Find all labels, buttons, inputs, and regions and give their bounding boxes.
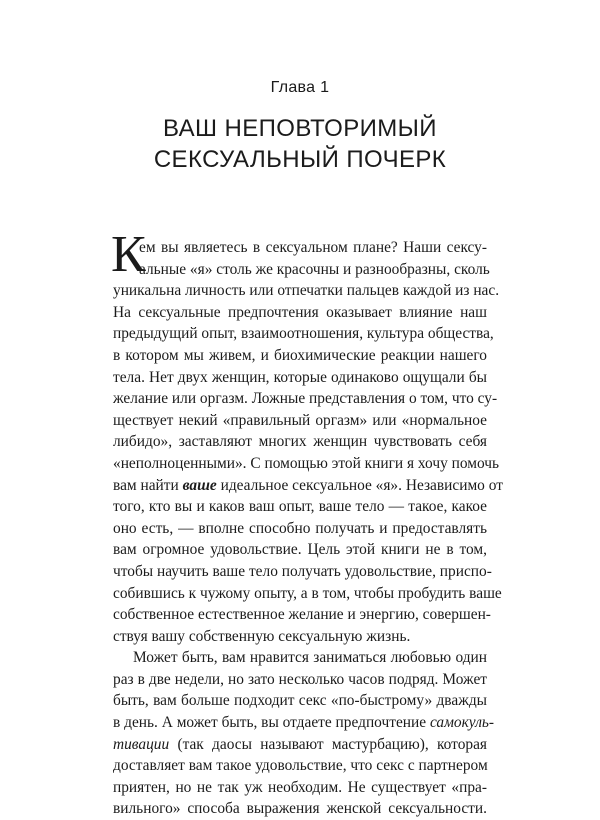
text-line-italic	[113, 712, 495, 734]
text-line: Может быть, вам нравится заниматься любовью один	[133, 649, 487, 667]
text-segment: вам найти	[113, 476, 183, 494]
chapter-title-line-2: СЕКСУАЛЬНЫЙ ПОЧЕРК	[153, 146, 447, 173]
text-line: того, кто вы и каков ваш опыт, ваше тело — такое, какое	[113, 498, 487, 516]
italic-term: самокуль-	[429, 714, 495, 732]
emphasis-word: ваше	[182, 476, 217, 494]
text-line-italic	[113, 734, 487, 756]
text-line: в котором мы живем, и биохимические реакции нашего	[113, 346, 487, 364]
text-line: вильного» способа выражения женской сексуальности.	[113, 800, 487, 818]
text-line: оно есть, — вполне способно получать и предоставлять	[113, 519, 487, 537]
text-line: собственное естественное желание и энергию, совершен-	[113, 606, 491, 624]
text-line-emphasis	[113, 475, 503, 497]
text-line: альные «я» столь же красочны и разнообразны, сколь	[139, 260, 490, 278]
text-line: уникальна личность или отпечатки пальцев каждой из нас.	[113, 282, 500, 300]
chapter-title	[0, 113, 600, 175]
text-line: приятен, но не так уж необходим. Не существует «пра-	[113, 778, 487, 796]
text-line: желание или оргазм. Ложные представления о том, что су-	[113, 390, 498, 408]
text-line: либидо», заставляют многих женщин чувствовать себя	[113, 433, 487, 451]
text-line: быть, вам больше подходит секс «по-быстрому» дважды	[113, 692, 487, 710]
body-text	[113, 237, 503, 820]
chapter-title-line-1: ВАШ НЕПОВТОРИМЫЙ	[163, 115, 437, 142]
chapter-label: Глава 1	[270, 79, 330, 96]
text-segment: (так даосы называют мастурбацию), которая	[169, 735, 487, 753]
text-line: тела. Нет двух женщин, которые одинаково ощущали бы	[113, 368, 487, 386]
text-line: ем вы являетесь в сексуальном плане? Наши сексу-	[139, 239, 487, 256]
text-line: ствуя вашу собственную сексуальную жизнь.	[113, 627, 411, 645]
text-line: «неполноценными». С помощью этой книги я хочу помочь	[113, 454, 500, 472]
text-line: раз в две недели, но зато несколько часов подряд. Может	[113, 670, 487, 688]
text-line: собившись к чужому опыту, а в том, чтобы пробудить ваше	[113, 584, 502, 602]
text-line: вам огромное удовольствие. Цель этой книги не в том,	[113, 541, 487, 559]
text-segment: в день. А может быть, вы отдаете предпочтение	[113, 714, 430, 732]
text-line: доставляет вам такое удовольствие, что секс с партнером	[113, 757, 488, 775]
text-line: На сексуальные предпочтения оказывает влияние наш	[113, 303, 487, 321]
text-segment: идеальное сексуальное «я». Независимо от	[216, 476, 503, 494]
drop-cap: К	[111, 226, 146, 283]
text-line: чтобы научить ваше тело получать удовольствие, приспо-	[113, 562, 492, 580]
text-line: предыдущий опыт, взаимоотношения, культура общества,	[113, 325, 494, 343]
text-line: ществует некий «правильный оргазм» или «нормальное	[113, 411, 487, 429]
italic-term: тивации	[113, 735, 170, 753]
